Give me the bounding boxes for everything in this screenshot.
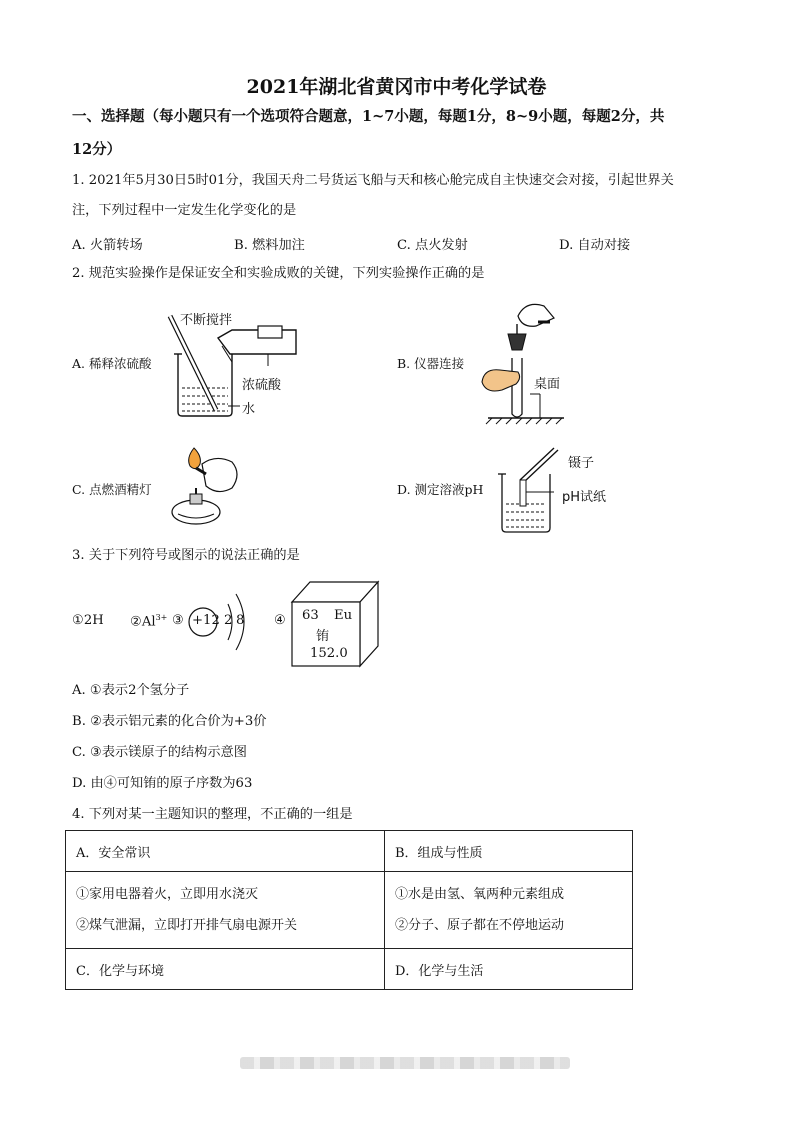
cell-d-head: D．化学与生活 [385, 949, 633, 990]
cell-a-head: A．安全常识 [66, 831, 385, 872]
cell-c-head: C．化学与环境 [66, 949, 385, 990]
q4-stem: 4. 下列对某一主题知识的整理，不正确的一组是 [72, 807, 353, 822]
q2-option-d: D. 测定溶液pH [397, 482, 484, 497]
element-symbol: Eu [334, 608, 353, 623]
fig-a-water-label: 水 [242, 402, 256, 417]
blurred-watermark [240, 1057, 570, 1069]
q2-stem: 2. 规范实验操作是保证安全和实验成败的关键，下列实验操作正确的是 [72, 266, 485, 281]
q2-option-c: C. 点燃酒精灯 [72, 482, 152, 497]
fig-a-stir-label: 不断搅拌 [180, 313, 233, 328]
cell-b-head: B．组成与性质 [385, 831, 633, 872]
element-name: 铕 [316, 629, 330, 644]
q1-option-d: D. 自动对接 [559, 238, 631, 253]
fig-a-acid-label: 浓硫酸 [242, 378, 282, 393]
atom-nucleus-label: +12 [192, 613, 220, 628]
element-atomic-mass: 152.0 [310, 646, 348, 661]
table-row [66, 872, 633, 949]
q1-stem-line1: 1. 2021年5月30日5时01分，我国天舟二号货运飞船与天和核心舱完成自主快速交会对接，引起世界关 [72, 173, 674, 188]
cell-a-item-1: ①家用电器着火，立即用水浇灭 [76, 887, 259, 902]
element-atomic-number: 63 [302, 608, 319, 623]
fig-b-desk-label: 桌面 [534, 377, 561, 392]
table-row [66, 831, 633, 872]
page-title: 2021年湖北省黄冈市中考化学试卷 [246, 76, 547, 98]
q3-stem: 3. 关于下列符号或图示的说法正确的是 [72, 548, 300, 563]
atom-shell-2-electrons: 8 [236, 613, 245, 628]
q3-symbol-2-charge: 3+ [155, 613, 168, 622]
cell-b-item-2: ②分子、原子都在不停地运动 [395, 918, 565, 933]
q3-symbol-2: $②Al^{3+}$ [130, 613, 168, 630]
cell-a-item-2: ②煤气泄漏，立即打开排气扇电源开关 [76, 918, 298, 933]
figure-alcohol-lamp [166, 444, 246, 530]
table-row [66, 949, 633, 990]
q3-option-c: C. ③表示镁原子的结构示意图 [72, 745, 247, 760]
cell-b-item-1: ①水是由氢、氧两种元素组成 [395, 887, 565, 902]
atom-shell-1-electrons: 2 [224, 613, 233, 628]
q1-option-a: A. 火箭转场 [72, 238, 143, 253]
fig-d-paper-label: pH试纸 [562, 490, 607, 505]
q1-option-c: C. 点火发射 [397, 238, 468, 253]
figure-connect-apparatus [478, 296, 568, 426]
q1-option-b: B. 燃料加注 [234, 238, 305, 253]
q2-option-a: A. 稀释浓硫酸 [72, 356, 152, 371]
cell-b-body [385, 872, 633, 949]
q3-option-d: D. 由④可知铕的原子序数为63 [72, 776, 253, 791]
section-heading-line2: 12分） [72, 141, 122, 158]
q3-symbol-4: ④ [274, 613, 286, 628]
fig-d-tweezers-label: 镊子 [568, 456, 595, 471]
q1-stem-line2: 注，下列过程中一定发生化学变化的是 [72, 203, 297, 218]
figure-measure-ph [494, 444, 564, 534]
q2-option-b: B. 仪器连接 [397, 356, 465, 371]
section-heading-line1: 一、选择题（每小题只有一个选项符合题意，1~7小题，每题1分，8~9小题，每题2分，共 [72, 108, 665, 125]
q3-option-b: B. ②表示铝元素的化合价为+3价 [72, 714, 267, 729]
q3-symbol-1: ①2H [72, 613, 104, 628]
q4-knowledge-table [65, 830, 633, 990]
q3-symbol-3: ③ [172, 613, 184, 628]
q3-option-a: A. ①表示2个氢分子 [72, 683, 190, 698]
cell-a-body [66, 872, 385, 949]
